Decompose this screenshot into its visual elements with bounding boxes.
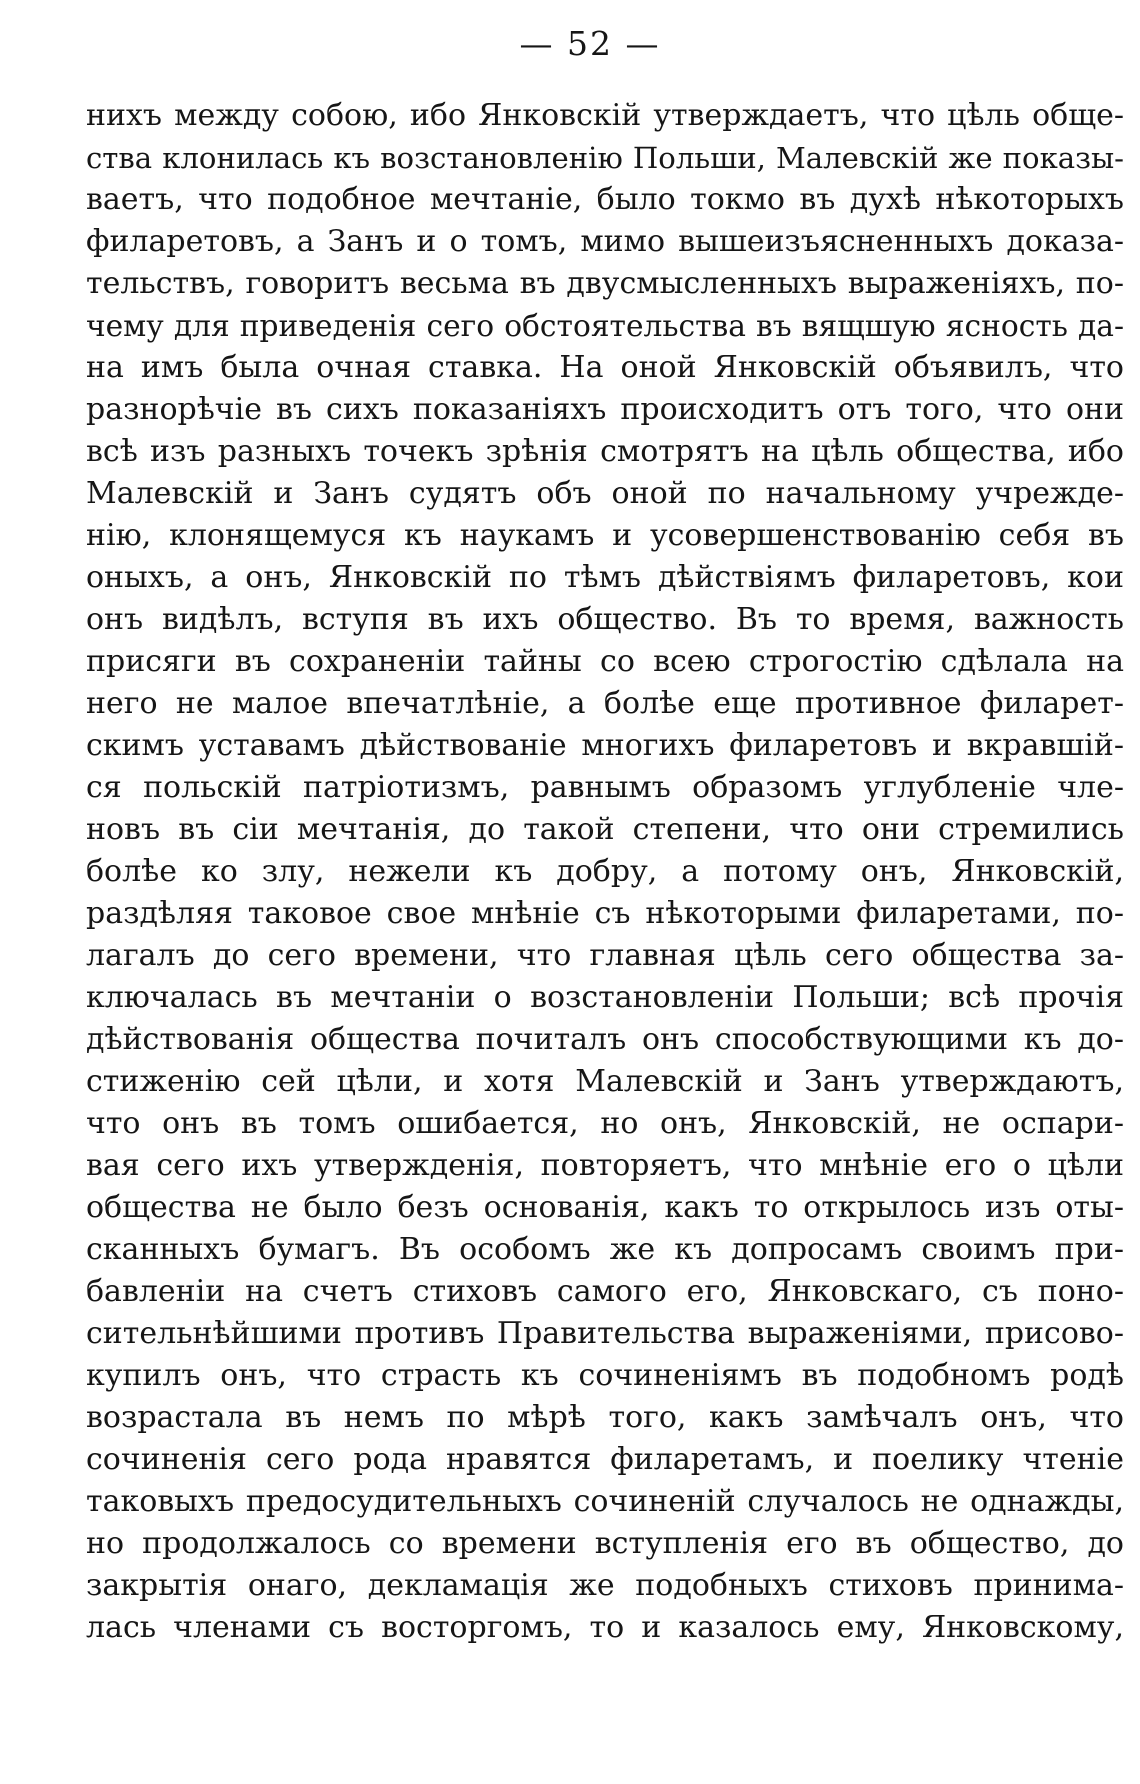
text-line: него не малое впечатлѣніе, а болѣе еще противное филарет- bbox=[86, 686, 1124, 721]
text-line: сканныхъ бумагъ. Въ особомъ же къ допросамъ своимъ при- bbox=[86, 1232, 1124, 1267]
text-line: возрастала въ немъ по мѣрѣ того, какъ замѣчалъ онъ, что bbox=[86, 1400, 1124, 1435]
text-line: лась членами съ восторгомъ, то и казалось ему, Янковскому, bbox=[86, 1610, 1124, 1645]
text-line: разнорѣчіе въ сихъ показаніяхъ происходитъ отъ того, что они bbox=[86, 392, 1124, 427]
text-line: ваетъ, что подобное мечтаніе, было токмо въ духѣ нѣкоторыхъ bbox=[86, 182, 1124, 217]
text-line: тельствъ, говоритъ весьма въ двусмысленныхъ выраженіяхъ, по- bbox=[86, 266, 1124, 301]
text-line: купилъ онъ, что страсть къ сочиненіямъ въ подобномъ родѣ bbox=[86, 1358, 1124, 1393]
page-number: — 52 — bbox=[519, 24, 661, 63]
text-line: на имъ была очная ставка. На оной Янковскій объявилъ, что bbox=[86, 350, 1124, 385]
text-line: сительнѣйшими противъ Правительства выраженіями, присово- bbox=[86, 1316, 1124, 1351]
body-text bbox=[86, 95, 1124, 1649]
text-line: стиженію сей цѣли, и хотя Малевскій и Занъ утверждаютъ, bbox=[86, 1064, 1124, 1099]
text-line: лагалъ до сего времени, что главная цѣль сего общества за- bbox=[86, 938, 1124, 973]
text-line: чему для приведенія сего обстоятельства въ вящшую ясность да- bbox=[86, 308, 1124, 343]
text-line: но продолжалось со времени вступленія его въ общество, до bbox=[86, 1526, 1124, 1561]
text-line: болѣе ко злу, нежели къ добру, а потому онъ, Янковскій, bbox=[86, 854, 1124, 889]
text-line: бавленіи на счетъ стиховъ самого его, Янковскаго, съ поно- bbox=[86, 1274, 1124, 1309]
text-line: дѣйствованія общества почиталъ онъ способствующими къ до- bbox=[86, 1022, 1124, 1057]
text-line: нію, клонящемуся къ наукамъ и усовершенствованію себя въ bbox=[86, 518, 1124, 553]
text-line: онъ видѣлъ, вступя въ ихъ общество. Въ то время, важность bbox=[86, 602, 1124, 637]
text-line: оныхъ, а онъ, Янковскій по тѣмъ дѣйствіямъ филаретовъ, кои bbox=[86, 560, 1124, 595]
text-line: вая сего ихъ утвержденія, повторяетъ, что мнѣніе его о цѣли bbox=[86, 1148, 1124, 1183]
text-line: раздѣляя таковое свое мнѣніе съ нѣкоторыми филаретами, по- bbox=[86, 896, 1124, 931]
text-line: присяги въ сохраненіи тайны со всею строгостію сдѣлала на bbox=[86, 644, 1124, 679]
text-line: всѣ изъ разныхъ точекъ зрѣнія смотрятъ на цѣль общества, ибо bbox=[86, 434, 1124, 469]
text-line: новъ въ сіи мечтанія, до такой степени, что они стремились bbox=[86, 812, 1124, 847]
text-line: что онъ въ томъ ошибается, но онъ, Янковскій, не оспари- bbox=[86, 1106, 1124, 1141]
text-line: ся польскій патріотизмъ, равнымъ образомъ углубленіе чле- bbox=[86, 770, 1124, 805]
text-line: ключалась въ мечтаніи о возстановленіи Польши; всѣ прочія bbox=[86, 980, 1124, 1015]
text-line: ства клонилась къ возстановленію Польши, Малевскій же показы- bbox=[86, 141, 1124, 175]
text-line: общества не было безъ основанія, какъ то открылось изъ оты- bbox=[86, 1190, 1124, 1225]
text-line: сочиненія сего рода нравятся филаретамъ, и поелику чтеніе bbox=[86, 1442, 1124, 1477]
text-line: таковыхъ предосудительныхъ сочиненій случалось не однажды, bbox=[86, 1484, 1124, 1519]
text-line: закрытія онаго, декламація же подобныхъ стиховъ принима- bbox=[86, 1568, 1124, 1603]
text-line: филаретовъ, а Занъ и о томъ, мимо вышеизъясненныхъ доказа- bbox=[86, 224, 1124, 259]
text-line: нихъ между собою, ибо Янковскій утверждаетъ, что цѣль обще- bbox=[86, 98, 1124, 133]
text-line: скимъ уставамъ дѣйствованіе многихъ филаретовъ и вкравшій- bbox=[86, 728, 1124, 763]
text-line: Малевскій и Занъ судятъ объ оной по начальному учрежде- bbox=[86, 476, 1124, 511]
